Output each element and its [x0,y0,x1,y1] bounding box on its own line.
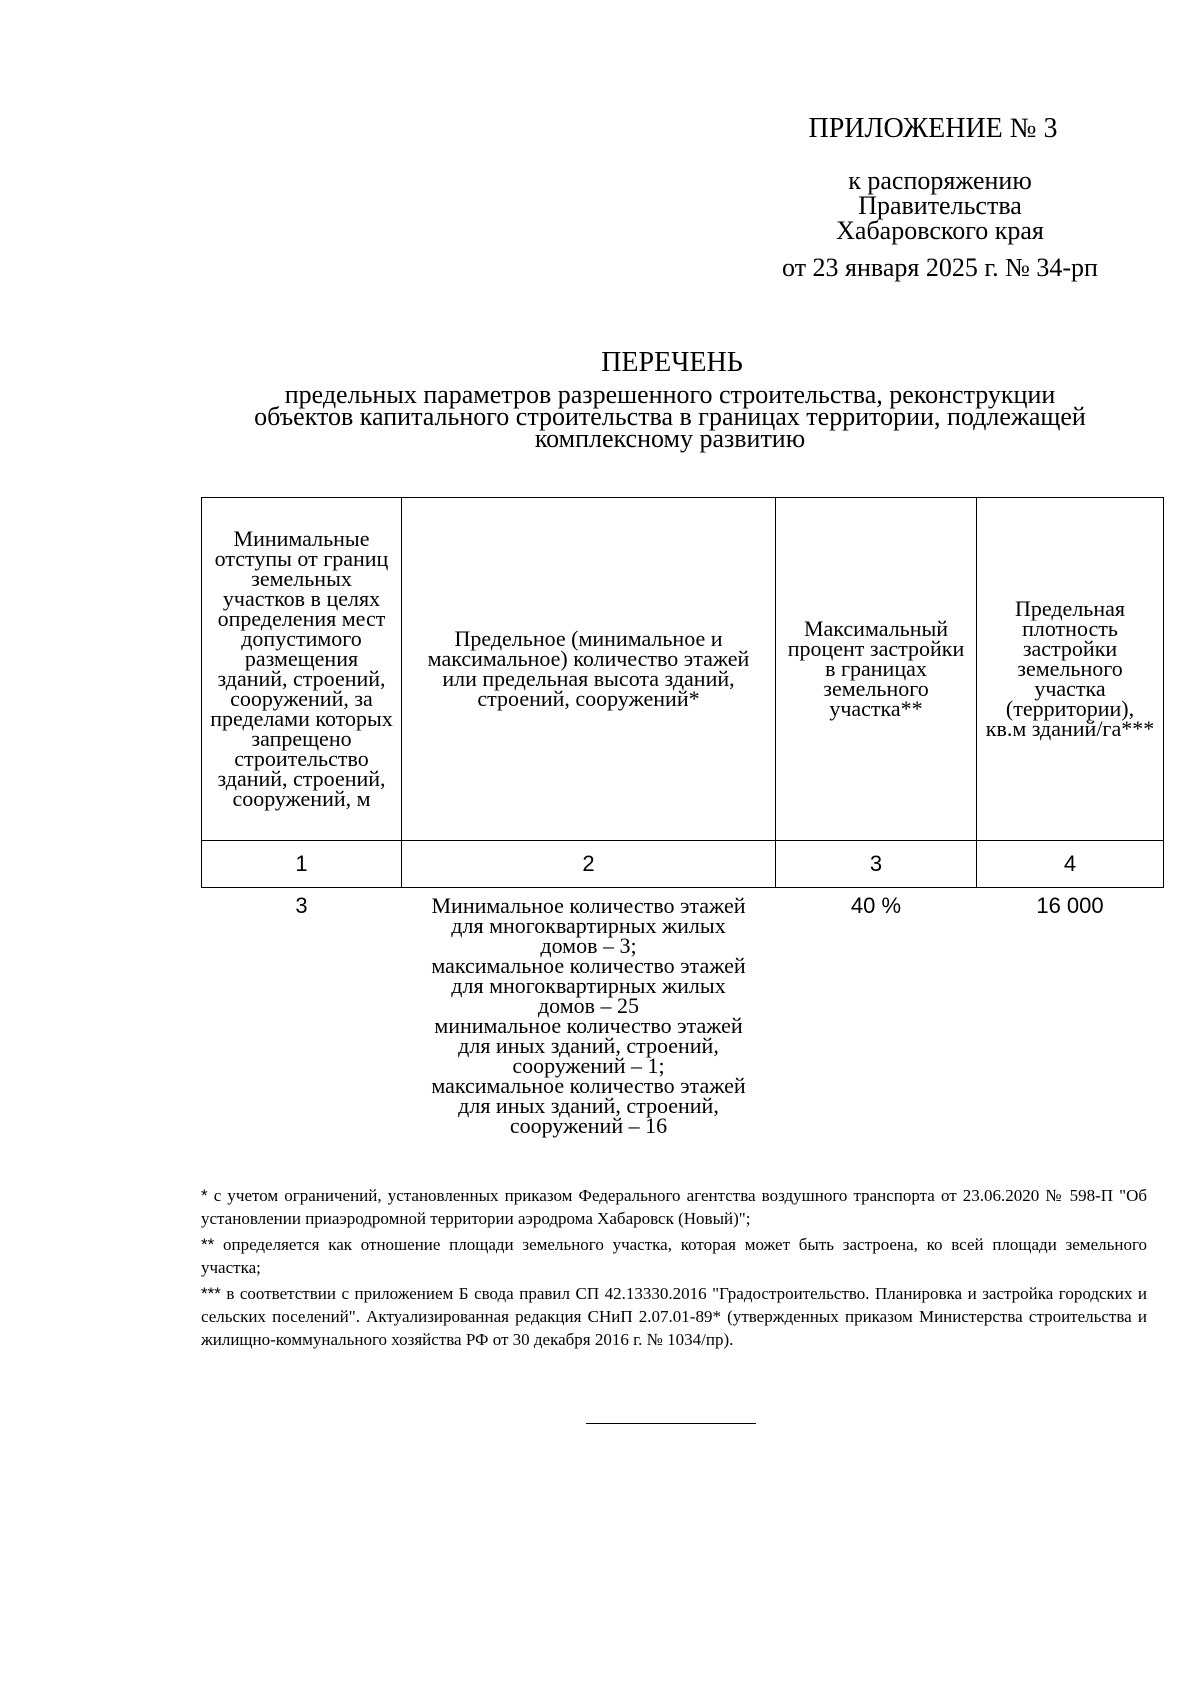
appendix-order-reference [770,168,1110,243]
cell-floors [402,888,776,1137]
table-header-row [202,498,1164,841]
footnote-text: с учетом ограничений, установленных приказом Федерального агентства воздушного транспорта от 23.06.2020 № 598-П "Об установлении приаэродромной территории аэродрома Хабаровск (Новый)"; [201,1186,1148,1228]
footnotes [201,1184,1147,1354]
appendix-number: ПРИЛОЖЕНИЕ № 3 [808,113,1058,144]
footnote-text: в соответствии с приложением Б свода правил СП 42.13330.2016 "Градостроительство. Планировка и застройка городских и сельских поселений". Актуализированная редакция СНиП 2.07.01-89* (утвержденных приказом Министерства строительства и жилищно-коммунального хозяйства РФ от 30 декабря 2016 г. № 1034/пр). [201,1284,1147,1349]
floors-line: максимальное количество этажей [431,1073,746,1098]
floors-line: сооружений – 1; [512,1053,665,1078]
floors-line: Минимальное количество этажей [431,893,746,918]
footnote-text: определяется как отношение площади земельного участка, которая может быть застроена, ко всей площади земельного участка; [201,1235,1147,1277]
floors-line: для многоквартирных жилых [451,913,726,938]
floors-line: минимальное количество этажей [434,1013,743,1038]
document-title: ПЕРЕЧЕНЬ [601,347,743,378]
header-floors: Предельное (минимальное и максимальное) количество этажей или предельная высота зданий, строений, сооружений* [402,498,776,841]
header-density: Предельная плотность застройки земельного участка (территории), кв.м зданий/га*** [977,498,1164,841]
column-number: 4 [977,841,1164,888]
document-subtitle [190,380,1150,453]
appendix-order-line: Хабаровского края [836,216,1044,245]
footnote-mark: ** [201,1235,215,1254]
cell-density: 16 000 [1036,893,1104,918]
subtitle-line: комплексному развитию [534,424,806,453]
footnote [201,1282,1147,1351]
appendix-header [770,112,1110,283]
footnote [201,1233,1147,1279]
appendix-date: от 23 января 2025 г. № 34-рп [782,253,1098,282]
footnote-mark: *** [201,1284,221,1303]
floors-line: для многоквартирных жилых [451,973,726,998]
column-number: 2 [402,841,776,888]
parameters-table [201,497,1164,1136]
header-setback: Минимальные отступы от границ земельных участков в целях определения мест допустимого размещения зданий, строений, сооружений, за пределами которых запрещено строительство зданий, строений, сооружений, м [202,498,402,841]
table-row [202,888,1164,1137]
appendix-order-line: Правительства [858,191,1022,220]
floors-line: для иных зданий, строений, [458,1033,719,1058]
appendix-order-line: к распоряжению [848,166,1032,195]
footnote-mark: * [201,1186,208,1205]
footnote [201,1184,1147,1230]
floors-line: домов – 3; [540,933,637,958]
closing-separator-line [586,1423,756,1424]
column-number: 1 [202,841,402,888]
floors-line: домов – 25 [537,993,640,1018]
floors-line: максимальное количество этажей [431,953,746,978]
floors-line: сооружений – 16 [509,1113,668,1138]
header-coverage: Максимальный процент застройки в границах земельного участка** [776,498,977,841]
cell-setback: 3 [295,893,308,918]
cell-coverage: 40 % [850,893,902,918]
subtitle-line: объектов капитального строительства в границах территории, подлежащей [254,402,1086,431]
table-column-numbers-row [202,841,1164,888]
subtitle-line: предельных параметров разрешенного строительства, реконструкции [284,380,1056,409]
floors-line: для иных зданий, строений, [458,1093,719,1118]
column-number: 3 [776,841,977,888]
